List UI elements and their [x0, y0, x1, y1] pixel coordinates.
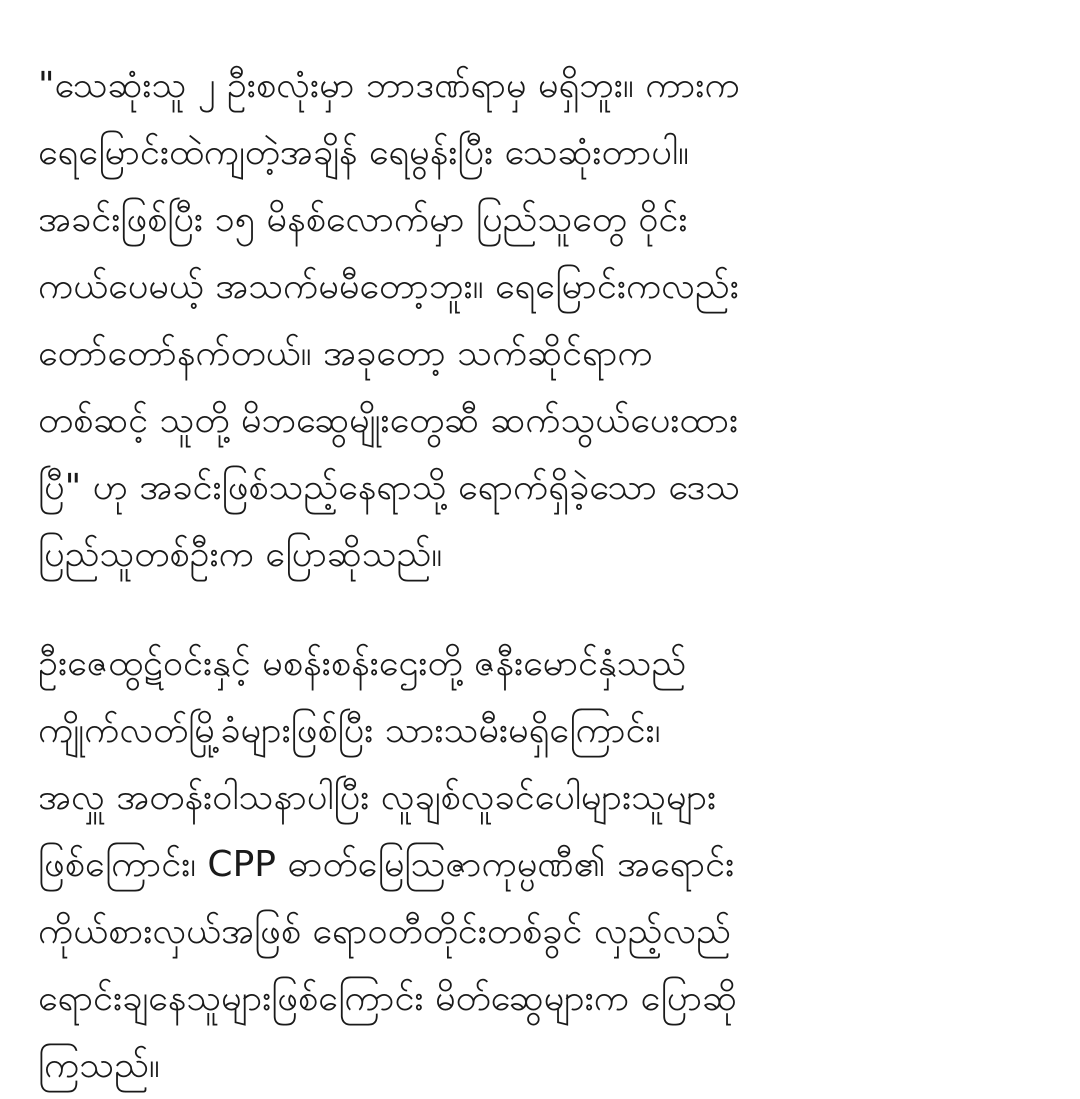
text-line: ပြည်သူတစ်ဦးက ပြောဆိုသည်။ — [38, 534, 443, 575]
text-line: ကြသည်။ — [38, 1045, 160, 1086]
text-line: အလှူ အတန်းဝါသနာပါပြီး လူချစ်လူခင်ပေါများသူများ — [38, 777, 717, 818]
quote-paragraph — [38, 52, 1048, 588]
text-line: တော်တော်နက်တယ်။ အခုတော့ သက်ဆိုင်ရာက — [38, 333, 653, 374]
background-paragraph — [38, 630, 1048, 1099]
text-line: ကျိုက်လတ်မြို့ခံများဖြစ်ပြီး သားသမီးမရှိကြောင်း၊ — [38, 710, 661, 751]
text-line: ဦးဇေထွဋ်ဝင်းနှင့် မစန်းစန်းဌေးတို့ ဇနီးမောင်နှံသည် — [38, 643, 687, 684]
text-line: အခင်းဖြစ်ပြီး ၁၅ မိနစ်လောက်မှာ ပြည်သူတွေ ဝိုင်း — [38, 199, 688, 240]
text-line: ပြီ" ဟု အခင်းဖြစ်သည့်နေရာသို့ ရောက်ရှိခဲ့သော ဒေသ — [38, 467, 741, 508]
text-line: ကယ်ပေမယ့် အသက်မမီတော့ဘူး။ ရေမြောင်းကလည်း — [38, 266, 739, 307]
text-line: တစ်ဆင့် သူတို့ မိဘဆွေမျိုးတွေဆီ ဆက်သွယ်ပေးထား — [38, 400, 739, 441]
text-line: ရေမြောင်းထဲကျတဲ့အချိန် ရေမွန်းပြီး သေဆုံးတာပါ။ — [38, 132, 689, 173]
text-line: ဖြစ်ကြောင်း၊ CPP ဓာတ်မြေသြဇာကုမ္ပဏီ၏ အရောင်း — [38, 844, 735, 885]
text-line: ကိုယ်စားလှယ်အဖြစ် ရောဝတီတိုင်းတစ်ခွင် လှည့်လည် — [38, 911, 731, 952]
text-line: ရောင်းချနေသူများဖြစ်ကြောင်း မိတ်ဆွေများက ပြောဆို — [38, 978, 737, 1019]
text-line: "သေဆုံးသူ ၂ ဦးစလုံးမှာ ဘာဒဏ်ရာမှ မရှိဘူး။ ကားက — [38, 65, 740, 106]
